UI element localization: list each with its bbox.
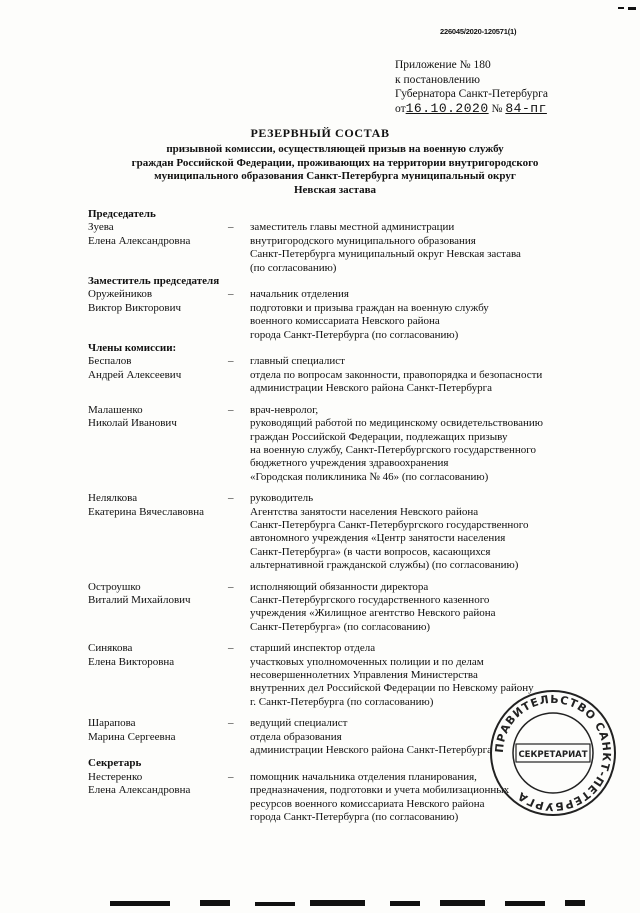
subtitle-line-2: граждан Российской Федерации, проживающих на территории внутригородского — [131, 156, 539, 169]
section-chair: Председатель — [88, 208, 156, 220]
member-position: старший инспектор отдела участковых уполномоченных полиции и по делам несовершеннолетних Управления Министерства внутренних дел Российской Федерации по Невскому району г. Санкт-Петербурга (по согласованию) — [250, 642, 534, 708]
date-prefix: от — [395, 102, 406, 115]
appendix-line-1: Приложение № 180 — [395, 59, 491, 71]
appendix-line-2: к постановлению — [395, 73, 480, 86]
member-name: Остроушко Виталий Михайлович — [88, 580, 191, 606]
member-position: помощник начальника отделения планирования, предназначения, подготовки и учета мобилизационных ресурсов военного комиссариата Невского района города Санкт-Петербурга (по согласованию) — [250, 770, 510, 824]
dash: – — [228, 288, 234, 301]
dash: – — [228, 717, 234, 730]
handwritten-number: 84-пг — [505, 100, 547, 116]
dash: – — [228, 580, 234, 593]
member-entry — [88, 288, 608, 342]
dash: – — [228, 770, 234, 783]
subtitle-line-4: Невская застава — [293, 183, 377, 196]
member-name: Малашенко Николай Иванович — [88, 403, 177, 430]
member-name: Шарапова Марина Сергеевна — [88, 717, 176, 743]
document-title: РЕЗЕРВНЫЙ СОСТАВ — [250, 126, 390, 140]
member-entry — [88, 581, 608, 635]
member-name: Нестеренко Елена Александровна — [88, 770, 191, 797]
member-position: заместитель главы местной администрации внутригородского муниципального образования Санкт-Петербурга муниципальный округ Невская застава (по согласованию) — [250, 221, 521, 274]
stamp-center-text: СЕКРЕТАРИАТ — [518, 750, 588, 760]
document-subtitle — [95, 143, 575, 197]
member-name: Нелялкова Екатерина Вячеславовна — [88, 492, 205, 518]
number-sign: № — [491, 102, 503, 115]
scan-artifact-bottom — [0, 895, 640, 905]
member-name: Зуева Елена Александровна — [88, 221, 191, 247]
dash: – — [228, 221, 234, 234]
member-position: главный специалист отдела по вопросам законности, правопорядка и безопасности администрации Невского района Санкт-Петербурга — [250, 355, 543, 395]
dash: – — [228, 642, 234, 655]
subtitle-line-1: призывной комиссии, осуществляющей призыв на военную службу — [166, 143, 504, 155]
member-position: ведущий специалист отдела образования администрации Невского района Санкт-Петербурга — [250, 717, 492, 757]
stamp-ring-text: ПРАВИТЕЛЬСТВО САНКТ-ПЕТЕРБУРГА — [492, 692, 614, 814]
member-entry — [88, 404, 608, 484]
member-entry — [88, 355, 608, 395]
member-name: Оружейников Виктор Викторович — [88, 288, 182, 314]
dash: – — [228, 492, 234, 505]
member-position: врач-невролог, руководящий работой по медицинскому освидетельствованию граждан Российской Федерации, подлежащих призыву на военную службу, Санкт-Петербургского государственного бюджетного учреждения здравоохранения «Городская поликлиника № 46» (по согласованию) — [250, 403, 544, 483]
appendix-line-3: Губернатора Санкт-Петербурга — [395, 88, 548, 100]
member-position: начальник отделения подготовки и призыва граждан на военную службу военного комиссариата Невского района города Санкт-Петербурга (по согласованию) — [250, 288, 489, 341]
dash: – — [228, 355, 234, 368]
document-number: 226045/2020-120571(1) — [440, 27, 517, 36]
member-name: Синякова Елена Викторовна — [88, 642, 175, 668]
appendix-date-line — [395, 102, 548, 117]
appendix-header — [395, 58, 548, 116]
scan-artifact-corner — [600, 0, 640, 6]
member-entry — [88, 492, 608, 572]
member-position: руководитель Агентства занятости населения Невского района Санкт-Петербурга Санкт-Петербургского государственного автономного учреждения «Центр занятости населения Санкт-Петербурга» (в части вопросов, касающихся альтернативной гражданской службы) (по согласованию) — [250, 492, 529, 572]
subtitle-line-3: муниципального образования Санкт-Петербурга муниципальный округ — [154, 170, 516, 183]
secretariat-stamp — [488, 688, 618, 818]
section-members: Члены комиссии: — [88, 342, 177, 355]
handwritten-date: 16.10.2020 — [405, 100, 489, 116]
dash: – — [228, 403, 234, 416]
section-secretary: Секретарь — [88, 757, 142, 770]
member-entry — [88, 221, 608, 275]
member-name: Беспалов Андрей Алексеевич — [88, 355, 182, 381]
member-position: исполняющий обязанности директора Санкт-Петербургского государственного казенного учреждения «Жилищное агентство Невского района Санкт-Петербурга» (по согласованию) — [250, 580, 496, 633]
section-deputy: Заместитель председателя — [88, 275, 220, 288]
